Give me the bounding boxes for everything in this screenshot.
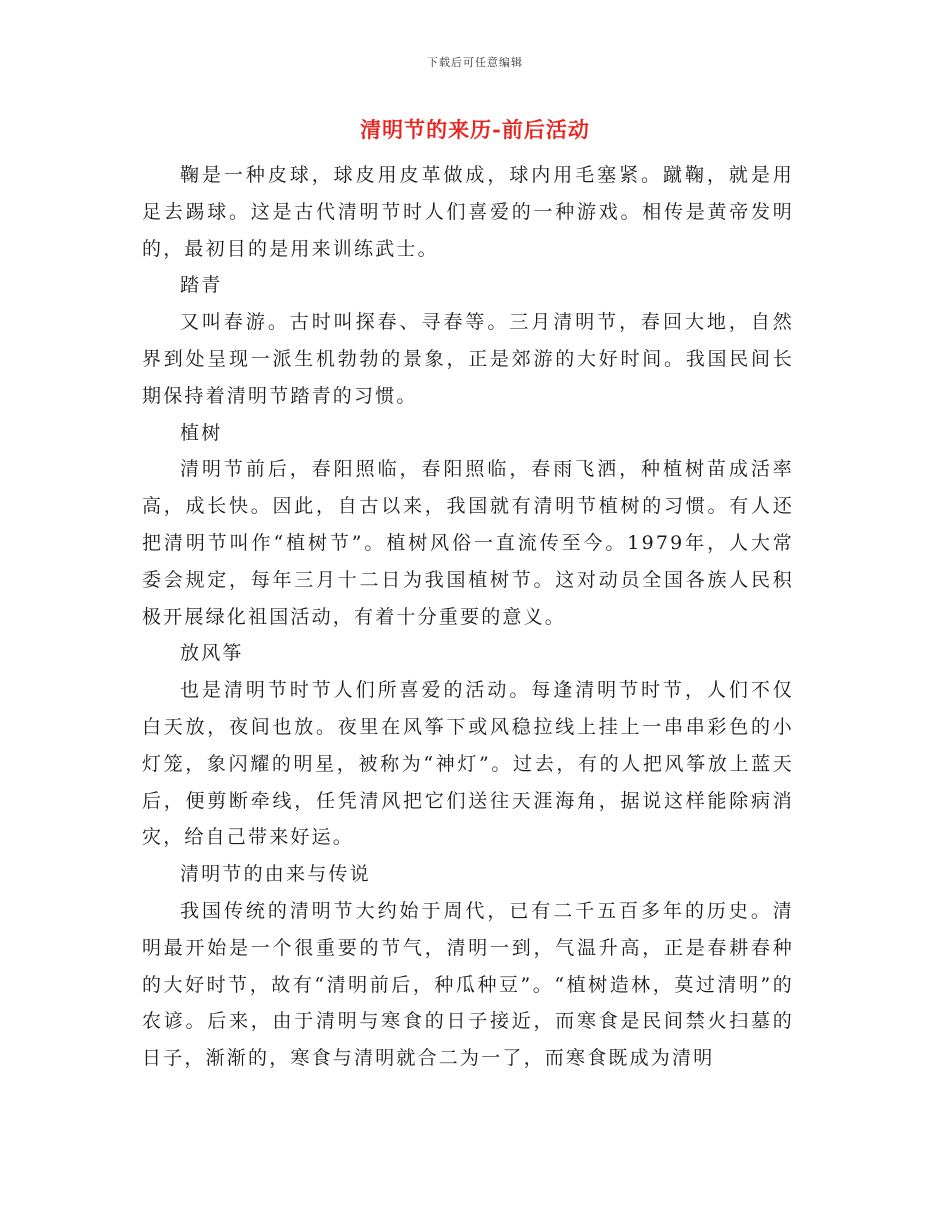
section-heading-zhishu: 植树: [180, 421, 223, 444]
paragraph-youlai: 我国传统的清明节大约始于周代，已有二千五百多年的历史。清明最开始是一个很重要的节气，清明一到，气温升高，正是春耕春种的大好时节，故有“清明前后，种瓜种豆”。“植树造林，莫过清明”的农谚。后来，由于清明与寒食的日子接近，而寒食是民间禁火扫墓的日子，渐渐的，寒食与清明就合二为一了，而寒食既成为清明: [142, 899, 794, 1070]
paragraph-fengzheng: 也是清明节时节人们所喜爱的活动。每逢清明节时节，人们不仅白天放，夜间也放。夜里在风筝下或风稳拉线上挂上一串串彩色的小灯笼，象闪耀的明星，被称为“神灯”。过去，有的人把风筝放上蓝天后，便剪断牵线，任凭清风把它们送往天涯海角，据说这样能除病消灾，给自己带来好运。: [142, 679, 794, 849]
section-heading-taqing: 踏青: [180, 274, 223, 297]
paragraph-cuju: 鞠是一种皮球，球皮用皮革做成，球内用毛塞紧。蹴鞠，就是用足去踢球。这是古代清明节时人们喜爱的一种游戏。相传是黄帝发明的，最初目的是用来训练武士。: [142, 164, 794, 260]
page-header-note: 下载后可任意编辑: [427, 56, 523, 69]
document-title: 清明节的来历-前后活动: [360, 117, 590, 142]
section-heading-fengzheng: 放风筝: [180, 642, 244, 665]
document-body: [142, 157, 794, 1077]
paragraph-zhishu: 清明节前后，春阳照临，春阳照临，春雨飞洒，种植树苗成活率高，成长快。因此，自古以来，我国就有清明节植树的习惯。有人还把清明节叫作“植树节”。植树风俗一直流传至今。1979年，人大常委会规定，每年三月十二日为我国植树节。这对动员全国各族人民积极开展绿化祖国活动，有着十分重要的意义。: [142, 458, 794, 628]
section-heading-youlai: 清明节的由来与传说: [180, 863, 371, 886]
paragraph-taqing: 又叫春游。古时叫探春、寻春等。三月清明节，春回大地，自然界到处呈现一派生机勃勃的景象，正是郊游的大好时间。我国民间长期保持着清明节踏青的习惯。: [142, 311, 794, 407]
